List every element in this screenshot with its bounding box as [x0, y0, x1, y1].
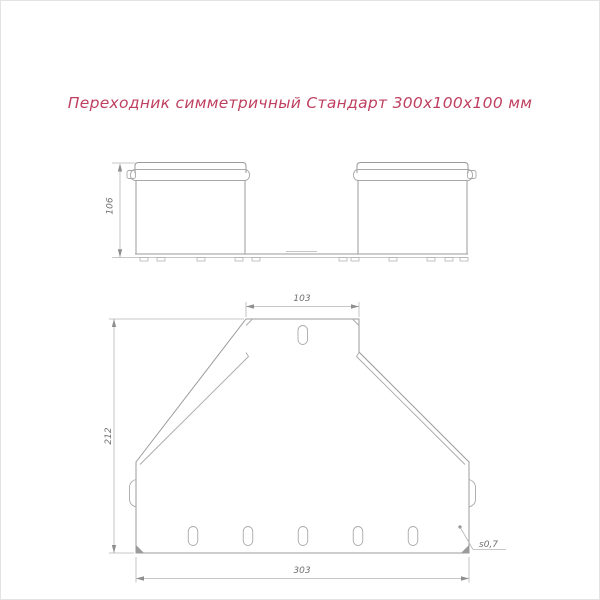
slot-bottom-3 — [298, 527, 308, 546]
slot-bottom-5 — [408, 527, 418, 546]
plan-view — [104, 294, 506, 583]
plan-top-width-dimension-label: 103 — [293, 294, 311, 304]
side-view-base — [112, 252, 468, 262]
plan-bottom-width-dimension-label: 303 — [293, 566, 311, 576]
plan-side-notches — [130, 480, 476, 508]
slot-top — [298, 326, 308, 345]
side-height-dimension-label: 106 — [105, 197, 116, 215]
slot-bottom-4 — [353, 527, 363, 546]
side-view-bottom-tabs — [140, 258, 468, 262]
side-view-left-wall — [127, 163, 250, 255]
plan-corner-marks — [136, 320, 469, 554]
plan-bend-lines — [140, 353, 465, 465]
side-view — [106, 163, 477, 262]
slot-bottom-2 — [243, 527, 253, 546]
dimension-plan-length — [104, 319, 244, 553]
dimension-plan-top-width — [246, 294, 359, 317]
plan-outline — [136, 319, 469, 553]
drawing-title: Переходник симметричный Стандарт 300х100х100 мм — [67, 94, 533, 112]
side-view-right-wall — [354, 163, 477, 255]
thickness-note-label: s0,7 — [479, 540, 499, 550]
plan-mounting-slots — [188, 326, 418, 546]
dimension-plan-bottom-width — [136, 557, 469, 583]
slot-bottom-1 — [188, 527, 198, 546]
drawing-sheet — [1, 1, 600, 600]
plan-length-dimension-label: 212 — [104, 427, 114, 445]
thickness-leader — [458, 525, 506, 550]
